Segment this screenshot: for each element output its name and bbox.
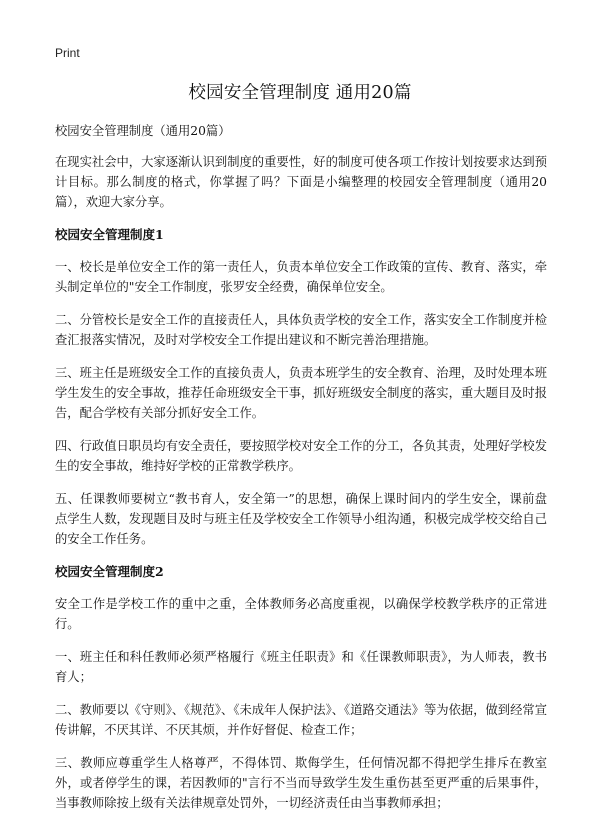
section-paragraph: 五、任课教师要树立“教书育人，安全第一”的思想，确保上课时间内的学生安全，课前盘点学生人数，发现题目及时与班主任及学校安全工作领导小组沟通，积极完成学校交给自己的安全工作任务。 xyxy=(55,492,547,546)
document-body xyxy=(55,121,547,826)
document-subtitle: 校园安全管理制度（通用20篇） xyxy=(55,124,231,138)
section-paragraph: 三、教师应尊重学生人格尊严，不得体罚、欺侮学生，任何情况都不得把学生排斥在教室外，或者停学生的课，若因教师的"言行不当而导致学生发生重伤甚至更严重的后果事件，当事教师除按上级有关法律规章处罚外，一切经济责任由当事教师承担； xyxy=(55,756,547,810)
section-paragraph: 安全工作是学校工作的重中之重，全体教师务必高度重视，以确保学校教学秩序的正常进行。 xyxy=(55,597,547,631)
section-paragraph: 一、班主任和科任教师必须严格履行《班主任职责》和《任课教师职责》，为人师表，教书育人； xyxy=(55,650,547,684)
intro-paragraph: 在现实社会中，大家逐渐认识到制度的重要性，好的制度可使各项工作按计划按要求达到预计目标。那么制度的格式，你掌握了吗？下面是小编整理的校园安全管理制度（通用20篇），欢迎大家分享。 xyxy=(55,155,547,209)
section-paragraph: 三、班主任是班级安全工作的直接负责人，负责本班学生的安全教育、治理，及时处理本班学生发生的安全事故，推荐任命班级安全干事，抓好班级安全制度的落实，重大题目及时报告，配合学校有关部分抓好安全工作。 xyxy=(55,366,547,420)
section-paragraph: 二、分管校长是安全工作的直接责任人，具体负责学校的安全工作，落实安全工作制度并检查汇报落实情况，及时对学校安全工作提出建议和不断完善治理措施。 xyxy=(55,313,547,347)
section-paragraph: 二、教师要以《守则》、《规范》、《未成年人保护法》、《道路交通法》等为依据，做到经常宣传讲解，不厌其详、不厌其烦，并作好督促、检查工作； xyxy=(55,703,547,737)
page-title: 校园安全管理制度 通用20篇 xyxy=(188,83,412,103)
section-paragraph: 一、校长是单位安全工作的第一责任人，负责本单位安全工作政策的宣传、教育、落实，牵头制定单位的"安全工作制度，张罗安全经费，确保单位安全。 xyxy=(55,260,547,294)
section-heading: 校园安全管理制度1 xyxy=(55,227,164,242)
print-link[interactable]: Print xyxy=(55,46,80,60)
section-paragraph: 四、行政值日职员均有安全责任，要按照学校对安全工作的分工，各负其责，处理好学校发生的安全事故，维持好学校的正常教学秩序。 xyxy=(55,439,547,473)
section-heading: 校园安全管理制度2 xyxy=(55,564,164,579)
